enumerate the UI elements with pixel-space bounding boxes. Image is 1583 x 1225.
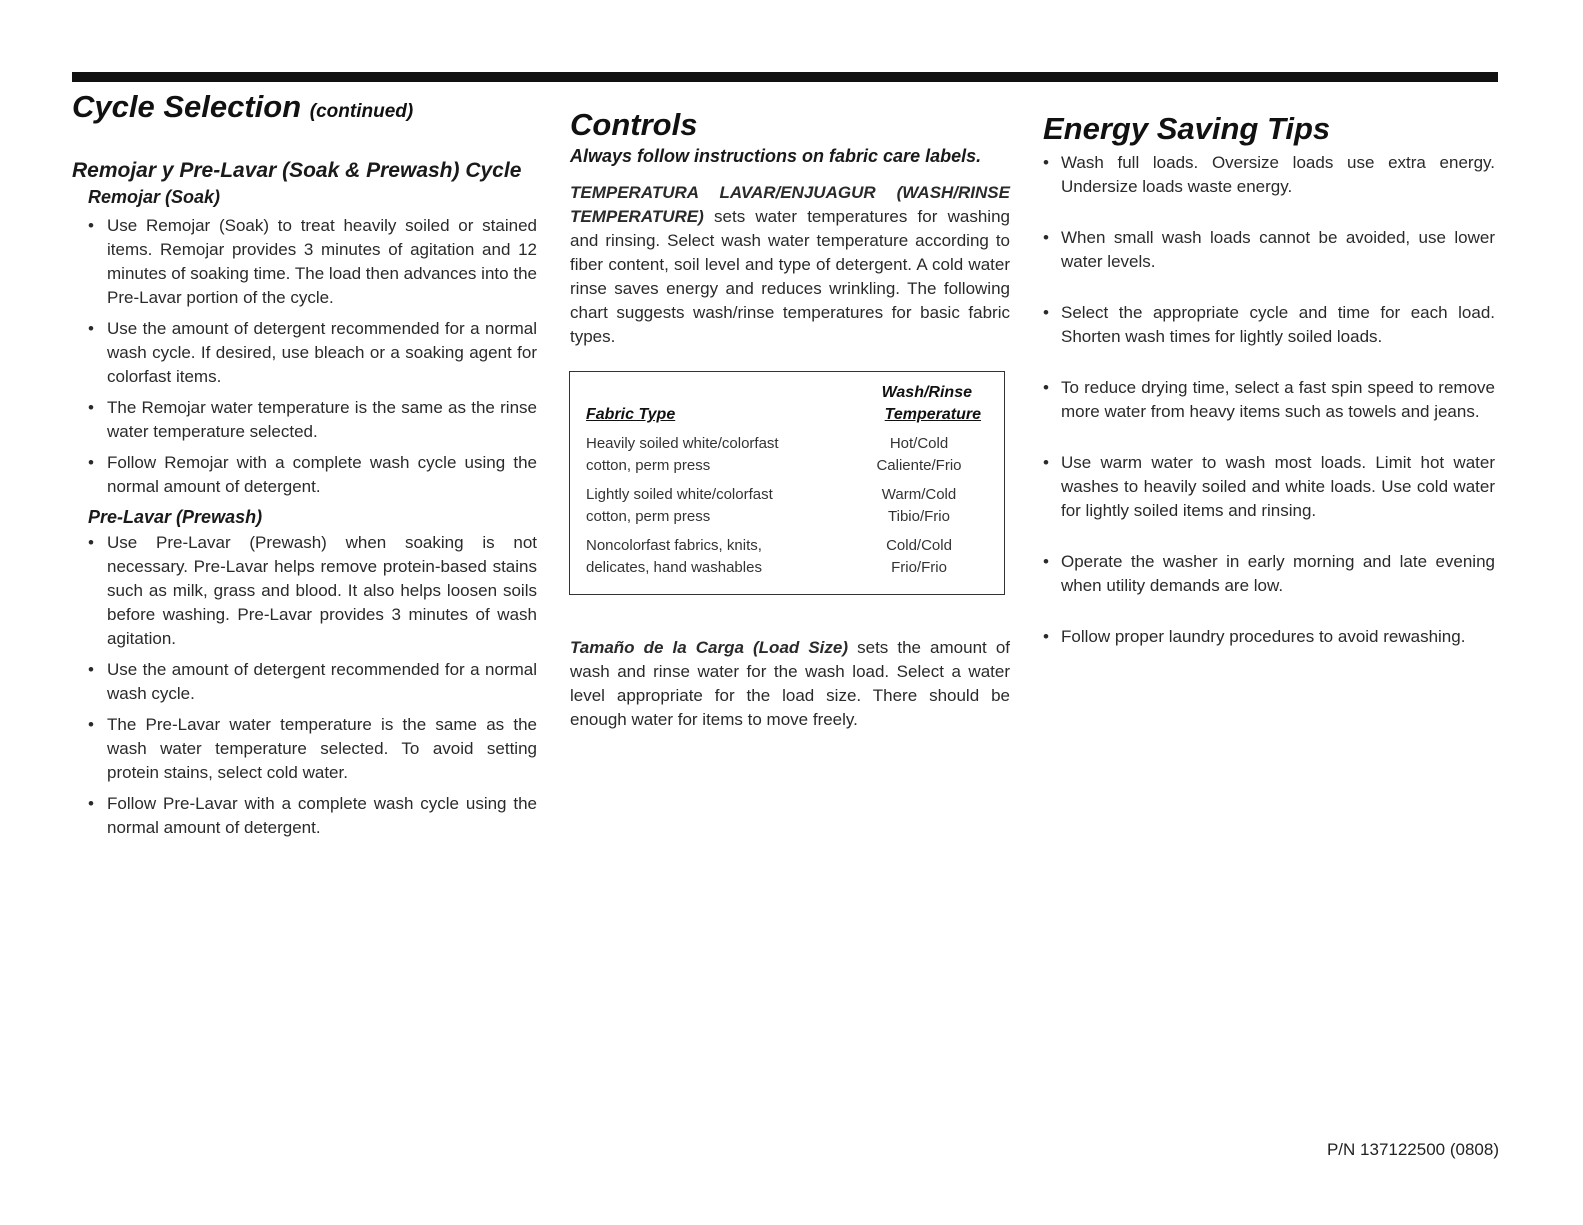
controls-subtitle: Always follow instructions on fabric care labels. — [570, 146, 982, 167]
table-cell-temperature: Hot/Cold Caliente/Frio — [876, 435, 962, 474]
list-item: • When small wash loads cannot be avoided, use lower water levels. — [1043, 228, 1495, 272]
bullet-icon: • — [88, 452, 94, 472]
table-cell-temperature: Cold/Cold Frio/Frio — [886, 537, 952, 576]
load-size-lead: Tamaño de la Carga (Load Size) — [570, 638, 849, 657]
bullet-icon: • — [88, 715, 94, 735]
soak-list — [72, 214, 537, 499]
soak-heading: Remojar (Soak) — [88, 187, 221, 208]
list-item: • Use the amount of detergent recommended for a normal wash cycle. — [88, 660, 537, 704]
load-size-block — [570, 636, 1010, 732]
table-header-fabric-type: Fabric Type — [586, 406, 676, 423]
bullet-icon: • — [1043, 378, 1049, 398]
table-header-wash-rinse: Wash/Rinse — [881, 384, 972, 401]
title-suffix: (continued) — [309, 101, 414, 122]
energy-tips-column — [1043, 110, 1495, 676]
bullet-icon: • — [88, 397, 94, 417]
bullet-icon: • — [1043, 153, 1049, 173]
top-rule-bar — [72, 72, 1498, 82]
prewash-heading: Pre-Lavar (Prewash) — [88, 506, 263, 527]
table-row: Lightly soiled white/colorfast cotton, perm press — [586, 486, 773, 525]
list-item: • Follow Pre-Lavar with a complete wash cycle using the normal amount of detergent. — [88, 794, 537, 838]
list-item: • To reduce drying time, select a fast spin speed to remove more water from heavy items such as towels and jeans. — [1043, 378, 1495, 422]
bullet-icon: • — [1043, 303, 1049, 323]
fabric-temperature-table — [569, 371, 1005, 595]
list-item: • Use Remojar (Soak) to treat heavily soiled or stained items. Remojar provides 3 minutes of agitation and 12 minutes of soaking time. The load then advances into the Pre-Lavar portion of the cycle. — [88, 215, 537, 307]
table-header-temperature: Temperature — [884, 406, 981, 423]
table-row: Noncolorfast fabrics, knits, delicates, hand washables — [586, 537, 762, 576]
list-item: • Wash full loads. Oversize loads use extra energy. Undersize loads waste energy. — [1043, 153, 1495, 197]
controls-column — [570, 106, 1010, 349]
load-size-paragraph — [570, 636, 1010, 732]
list-item: • Operate the washer in early morning and late evening when utility demands are low. — [1043, 552, 1495, 596]
section-title: Remojar y Pre-Lavar (Soak & Prewash) Cycle — [72, 159, 522, 183]
list-item: • The Remojar water temperature is the same as the rinse water temperature selected. — [88, 397, 537, 441]
cycle-selection-title — [72, 88, 537, 125]
bullet-icon: • — [1043, 228, 1049, 248]
prewash-list — [72, 531, 537, 840]
table-cell-temperature: Warm/Cold Tibio/Frio — [881, 486, 957, 525]
table-row: Heavily soiled white/colorfast cotton, perm press — [586, 435, 779, 474]
bullet-icon: • — [1043, 453, 1049, 473]
part-number: P/N 137122500 (0808) — [1326, 1140, 1499, 1159]
list-item: • The Pre-Lavar water temperature is the same as the wash water temperature selected. To avoid setting protein stains, select cold water. — [88, 715, 537, 783]
temperature-lead: TEMPERATURA LAVAR/ENJUAGUR (WASH/RINSE TEMPERATURE) — [570, 182, 1010, 226]
bullet-icon: • — [88, 794, 94, 814]
bullet-icon: • — [88, 318, 94, 338]
bullet-icon: • — [1043, 552, 1049, 572]
temperature-paragraph — [570, 181, 1010, 349]
bullet-icon: • — [88, 215, 94, 235]
list-item: • Select the appropriate cycle and time for each load. Shorten wash times for lightly soiled loads. — [1043, 303, 1495, 347]
bullet-icon: • — [88, 533, 94, 553]
bullet-icon: • — [1043, 627, 1049, 647]
list-item: • Use Pre-Lavar (Prewash) when soaking is not necessary. Pre-Lavar helps remove protein-based stains such as milk, grass and blood. It also helps loosen soils before washing. Pre-Lavar provides 3 minutes of wash agitation. — [88, 533, 537, 649]
list-item: • Use the amount of detergent recommended for a normal wash cycle. If desired, use bleach or a soaking agent for colorfast items. — [88, 318, 537, 386]
list-item: • Follow proper laundry procedures to avoid rewashing. — [1043, 625, 1495, 649]
temperature-text: sets water temperatures for washing and rinsing. Select wash water temperature according to fiber content, soil level and type of detergent. A cold water rinse saves energy and reduces wrinkling. The following chart suggests wash/rinse temperatures for basic fabric types. — [570, 206, 1010, 346]
cycle-selection-title-text: Cycle Selection — [72, 89, 302, 124]
list-item: • Use warm water to wash most loads. Limit hot water washes to heavily soiled and white loads. Use cold water for lightly soiled items and rinsing. — [1043, 453, 1495, 521]
load-size-text: sets the amount of wash and rinse water for the wash load. Select a water level appropriate for the load size. There should be enough water for items to move freely. — [570, 638, 1010, 729]
controls-title: Controls — [570, 107, 698, 142]
cycle-selection-column — [72, 88, 537, 847]
bullet-icon: • — [88, 660, 94, 680]
energy-tips-title: Energy Saving Tips — [1043, 111, 1331, 146]
list-item: • Follow Remojar with a complete wash cycle using the normal amount of detergent. — [88, 452, 537, 496]
energy-tips-list — [1043, 151, 1495, 649]
